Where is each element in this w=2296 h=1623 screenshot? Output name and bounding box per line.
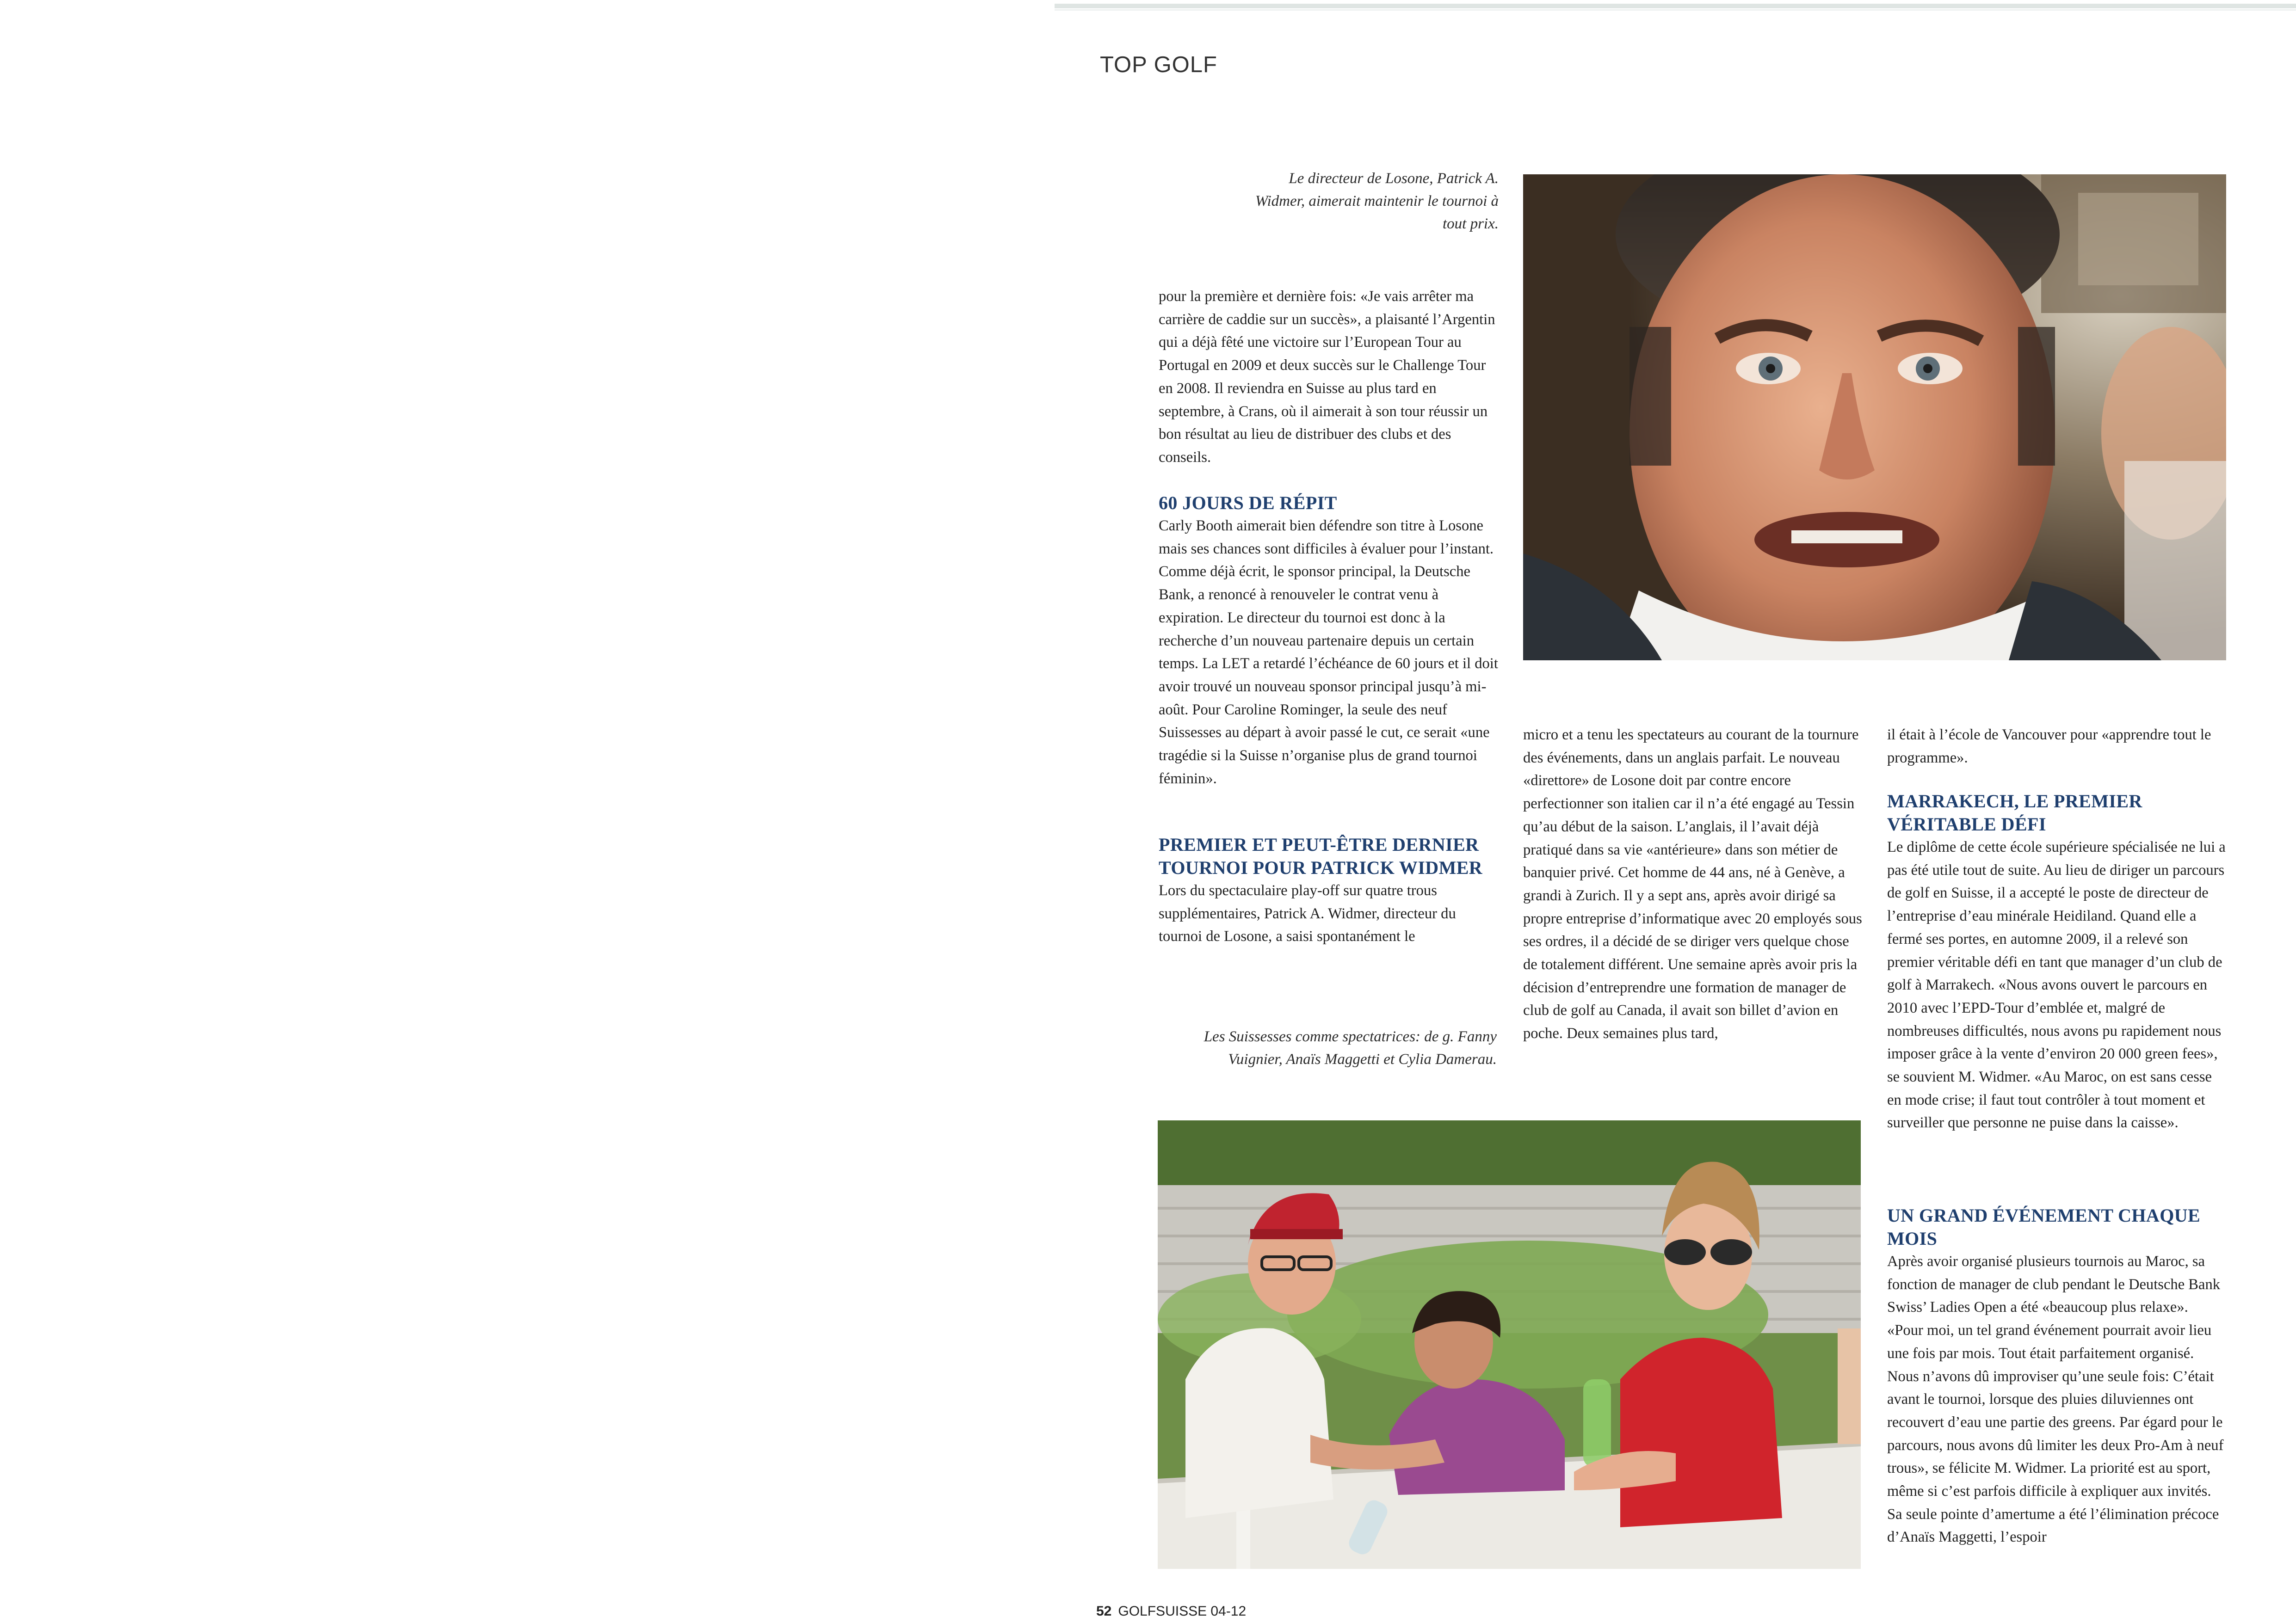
article-column-1-section-2 — [1159, 833, 1499, 948]
paragraph-widmer-career: micro et a tenu les spectateurs au courant de la tournure des événements, dans un anglais parfait. Le nouveau «direttore» de Losone doit par contre encore perfectionner son italien car il n’a été engagé au Tessin qu’au début de la saison. L’anglais, il l’avait déjà pratiqué dans sa vie «antérieure» dans son métier de banquier privé. Cet homme de 44 ans, né à Genève, a grandi à Zurich. Il y a sept ans, après avoir dirigé sa propre entreprise d’informatique avec 20 employés sous ses ordres, il a décidé de se diriger vers quelque chose de totalement différent. Une semaine après avoir pris la décision d’entreprendre une formation de manager de club de golf au Canada, il avait son billet d’avion en poche. Deux semaines plus tard, — [1523, 726, 1862, 1042]
heading-premier-tournoi: PREMIER ET PEUT-ÊTRE DERNIER TOURNOI POUR PATRICK WIDMER — [1159, 834, 1483, 878]
paragraph-marrakech: Le diplôme de cette école supérieure spécialisée ne lui a pas été utile tout de suite. Au lieu de diriger un parcours de golf en Suisse, il a accepté le poste de directeur de l’entreprise d’eau minérale Heidiland. Quand elle a fermé ses portes, en automne 2009, il a relevé son premier véritable défi en tant que manager d’un club de golf à Marrakech. «Nous avons ouvert le parcours en 2010 avec l’EPD-Tour d’emblée et, malgré de nombreuses difficultés, nous avons pu rapidement nous imposer grâce à la vente d’environ 20 000 green fees», se souvient M. Widmer. «Au Maroc, on est sans cesse en mode crise; il faut tout contrôler à tout moment et surveiller que personne ne puise dans la caisse». — [1887, 839, 2226, 1131]
top-rule-thin — [1055, 9, 2296, 11]
article-column-2 — [1523, 724, 1863, 1045]
article-column-3-section-marrakech — [1887, 790, 2227, 1135]
photo-swiss-spectators — [1158, 1120, 1861, 1569]
heading-60-jours: 60 JOURS DE RÉPIT — [1159, 492, 1337, 513]
paragraph-grand-evenement: Après avoir organisé plusieurs tournois au Maroc, sa fonction de manager de club pendant le Deutsche Bank Swiss’ Ladies Open a été «beaucoup plus relaxe». «Pour moi, un tel grand événement pourrait avoir lieu une fois par mois. Tout était parfaitement organisé. Nous n’avons dû improviser qu’une seule fois: C’était avant le tournoi, lorsque des pluies diluviennes ont recouvert d’eau une partie des greens. Par égard pour le parcours, nous avons dû limiter les deux Pro-Am à neuf trous», se félicite M. Widmer. La priorité est au sport, même si c’est parfois difficile à expliquer aux invités. Sa seule pointe d’amertume a été l’élimination précoce d’Anaïs Maggetti, l’espoir — [1887, 1253, 2224, 1546]
paragraph-premier-tournoi: Lors du spectaculaire play-off sur quatre trous supplémentaires, Patrick A. Widmer, directeur du tournoi de Losone, a saisi spontanément le — [1159, 882, 1456, 945]
article-intro-paragraph: pour la première et dernière fois: «Je vais arrêter ma carrière de caddie sur un succès», a plaisanté l’Argentin qui a déjà fêté une victoire sur l’European Tour au Portugal en 2009 et deux succès sur le Challenge Tour en 2008. Il reviendra en Suisse au plus tard en septembre, à Crans, où il aimerait à son tour réussir un bon résultat au lieu de distribuer des clubs et des conseils. — [1159, 288, 1495, 466]
paragraph-60-jours: Carly Booth aimerait bien défendre son titre à Losone mais ses chances sont difficiles à évaluer pour l’instant. Comme déjà écrit, le sponsor principal, la Deutsche Bank, a renoncé à renouveler le contrat venu à expiration. Le directeur du tournoi est donc à la recherche d’un nouveau partenaire depuis un certain temps. La LET a retardé l’échéance de 60 jours et il doit avoir trouvé un nouveau sponsor principal jusqu’à mi-août. Pour Caroline Rominger, la seule des neuf Suissesses au départ à avoir passé le cut, ce serait «une tragédie si la Suisse n’organise plus de grand tournoi féminin». — [1159, 517, 1498, 787]
heading-marrakech: MARRAKECH, LE PREMIER VÉRITABLE DÉFI — [1887, 791, 2142, 835]
article-column-3-intro — [1887, 724, 2227, 769]
article-column-3-section-evenement — [1887, 1204, 2227, 1549]
top-rule — [1055, 4, 2296, 8]
page-footer — [1096, 1604, 1246, 1619]
blank-left-page — [0, 0, 1055, 1623]
photo-patrick-widmer — [1523, 174, 2226, 660]
photo-caption-director: Le directeur de Losone, Patrick A. Widmer, aimerait maintenir le tournoi à tout prix. — [1255, 170, 1499, 232]
article-column-1-section-1 — [1159, 492, 1499, 790]
section-title: TOP GOLF — [1100, 52, 1217, 77]
article-column-1-intro — [1159, 285, 1499, 469]
page-number: 52 — [1096, 1604, 1112, 1619]
paragraph-vancouver: il était à l’école de Vancouver pour «apprendre tout le programme». — [1887, 726, 2211, 766]
photo-caption-spectators: Les Suissesses comme spectatrices: de g. Fanny Vuignier, Anaïs Maggetti et Cylia Damerau. — [1204, 1028, 1497, 1068]
magazine-issue: GOLFSUISSE 04-12 — [1118, 1604, 1247, 1619]
heading-grand-evenement: UN GRAND ÉVÉNEMENT CHAQUE MOIS — [1887, 1205, 2201, 1249]
